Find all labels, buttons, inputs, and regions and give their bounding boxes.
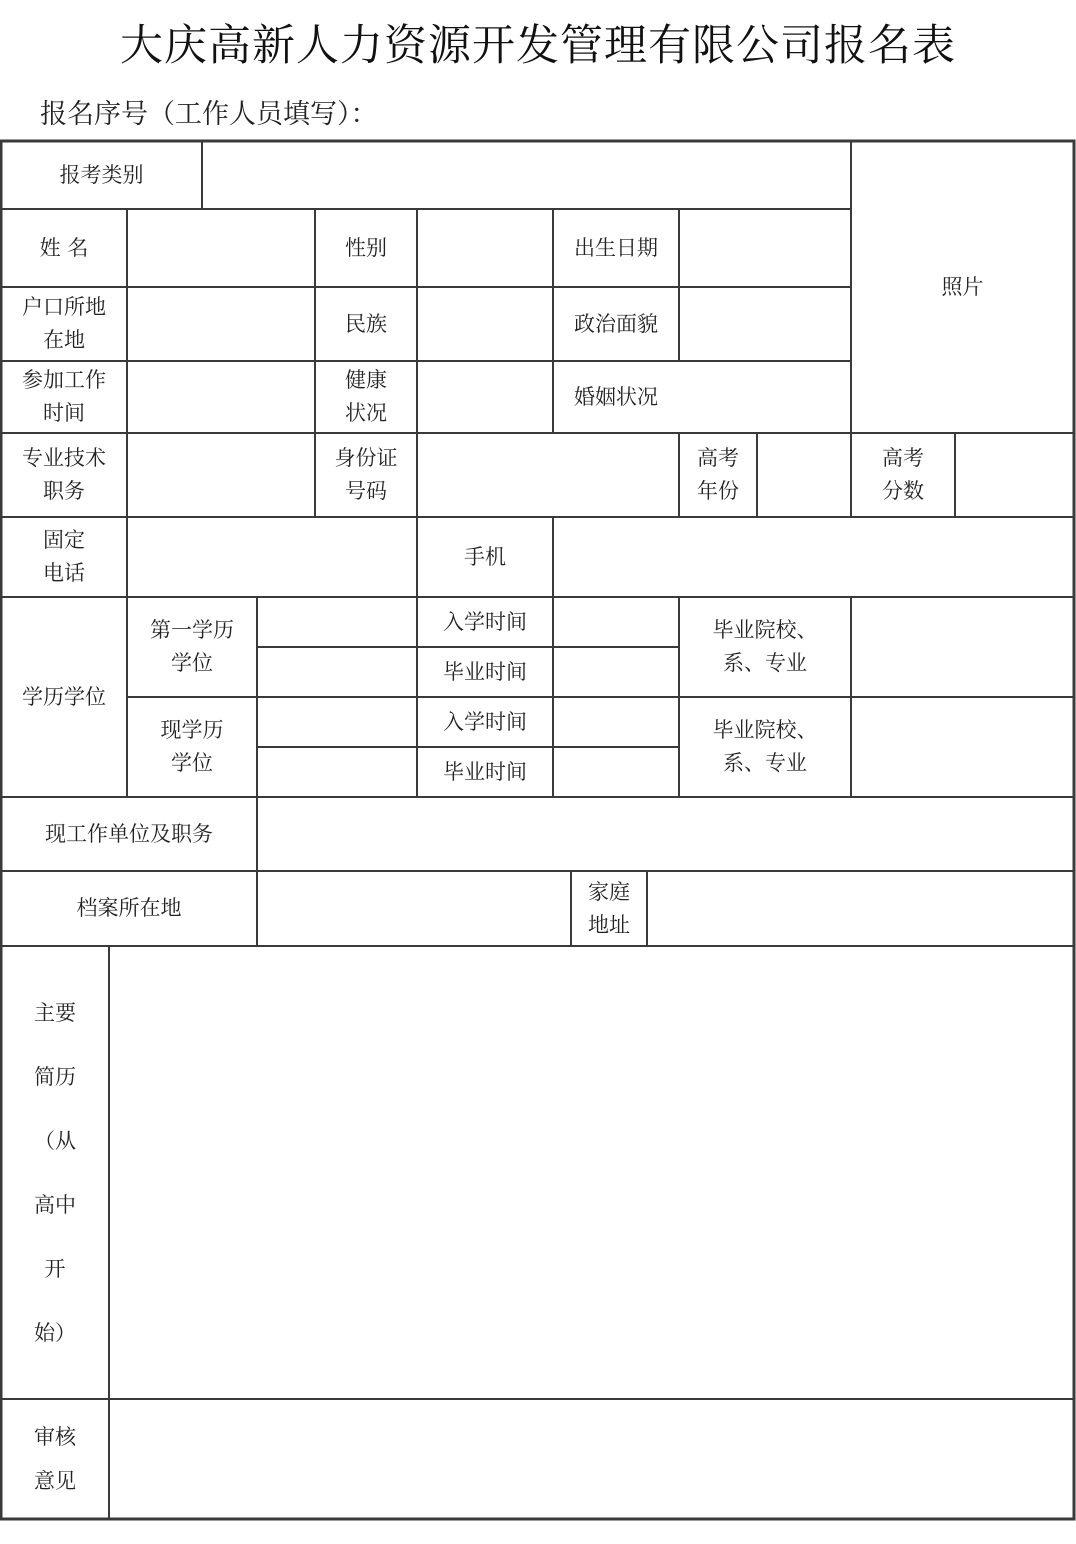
resume-field[interactable] [109,946,1074,1399]
tech-title-label: 专业技术 职务 [22,446,106,503]
home-address-label: 家庭 地址 [588,879,630,937]
home-address-field[interactable] [647,871,1074,946]
mobile-field[interactable] [553,517,1074,597]
health-field[interactable] [417,361,553,433]
work-start-label: 参加工作 时间 [22,368,106,425]
mobile-label: 手机 [464,544,506,569]
current-enroll-time-label: 入学时间 [443,709,527,734]
first-school-field[interactable] [851,597,1074,697]
exam-score-label: 高考 分数 [882,446,924,503]
exam-score-field[interactable] [955,433,1074,517]
first-enroll-time-label: 入学时间 [443,609,527,634]
ethnicity-label: 民族 [345,311,387,336]
landline-label: 固定 电话 [43,528,85,585]
work-start-field[interactable] [127,361,315,433]
archive-location-label: 档案所在地 [76,896,182,920]
gender-label: 性别 [345,235,387,260]
birth-date-field[interactable] [679,209,851,287]
category-label: 报考类别 [59,162,144,187]
exam-year-label: 高考 年份 [697,446,739,503]
id-number-field[interactable] [417,433,679,517]
current-grad-time-label: 毕业时间 [443,759,527,784]
hukou-field[interactable] [127,287,315,361]
first-grad-time-field[interactable] [553,647,679,697]
first-school-label: 毕业院校、 系、专业 [712,618,818,675]
current-enroll-time-field[interactable] [553,697,679,747]
current-degree-label: 现学历 学位 [160,718,224,775]
first-degree-label: 第一学历 学位 [150,618,234,675]
marital-label: 婚姻状况 [574,384,658,409]
current-degree-field-2[interactable] [257,747,417,797]
current-degree-field-1[interactable] [257,697,417,747]
birth-date-label: 出生日期 [574,235,658,260]
name-field[interactable] [127,209,315,287]
current-school-label: 毕业院校、 系、专业 [712,718,818,775]
marital-field[interactable] [679,361,851,433]
review-field[interactable] [109,1399,1074,1519]
education-label: 学历学位 [22,684,106,709]
category-field[interactable] [202,141,851,209]
current-grad-time-field[interactable] [553,747,679,797]
political-status-field[interactable] [679,287,851,361]
current-school-field[interactable] [851,697,1074,797]
political-status-label: 政治面貌 [574,311,658,336]
tech-title-field[interactable] [127,433,315,517]
hukou-label: 户口所地 在地 [22,295,106,352]
id-number-label: 身份证 号码 [334,446,398,503]
exam-year-field[interactable] [757,433,851,517]
resume-label: 主要 简历 （从 高中 开 始） [34,1000,76,1345]
first-grad-time-label: 毕业时间 [443,659,527,684]
landline-field[interactable] [127,517,417,597]
gender-field[interactable] [417,209,553,287]
current-job-label: 现工作单位及职务 [45,821,213,846]
photo-area[interactable]: 照片 [941,274,984,299]
first-enroll-time-field[interactable] [553,597,679,647]
health-label: 健康 状况 [345,368,387,425]
ethnicity-field[interactable] [417,287,553,361]
review-label: 审核 意见 [34,1425,76,1493]
serial-number-label: 报名序号（工作人员填写）： [40,99,378,130]
name-label: 姓 名 [39,235,89,260]
first-degree-field-2[interactable] [257,647,417,697]
form-title: 大庆高新人力资源开发管理有限公司报名表 [120,21,956,71]
current-job-field[interactable] [257,797,1074,871]
archive-location-field[interactable] [257,871,571,946]
first-degree-field-1[interactable] [257,597,417,647]
